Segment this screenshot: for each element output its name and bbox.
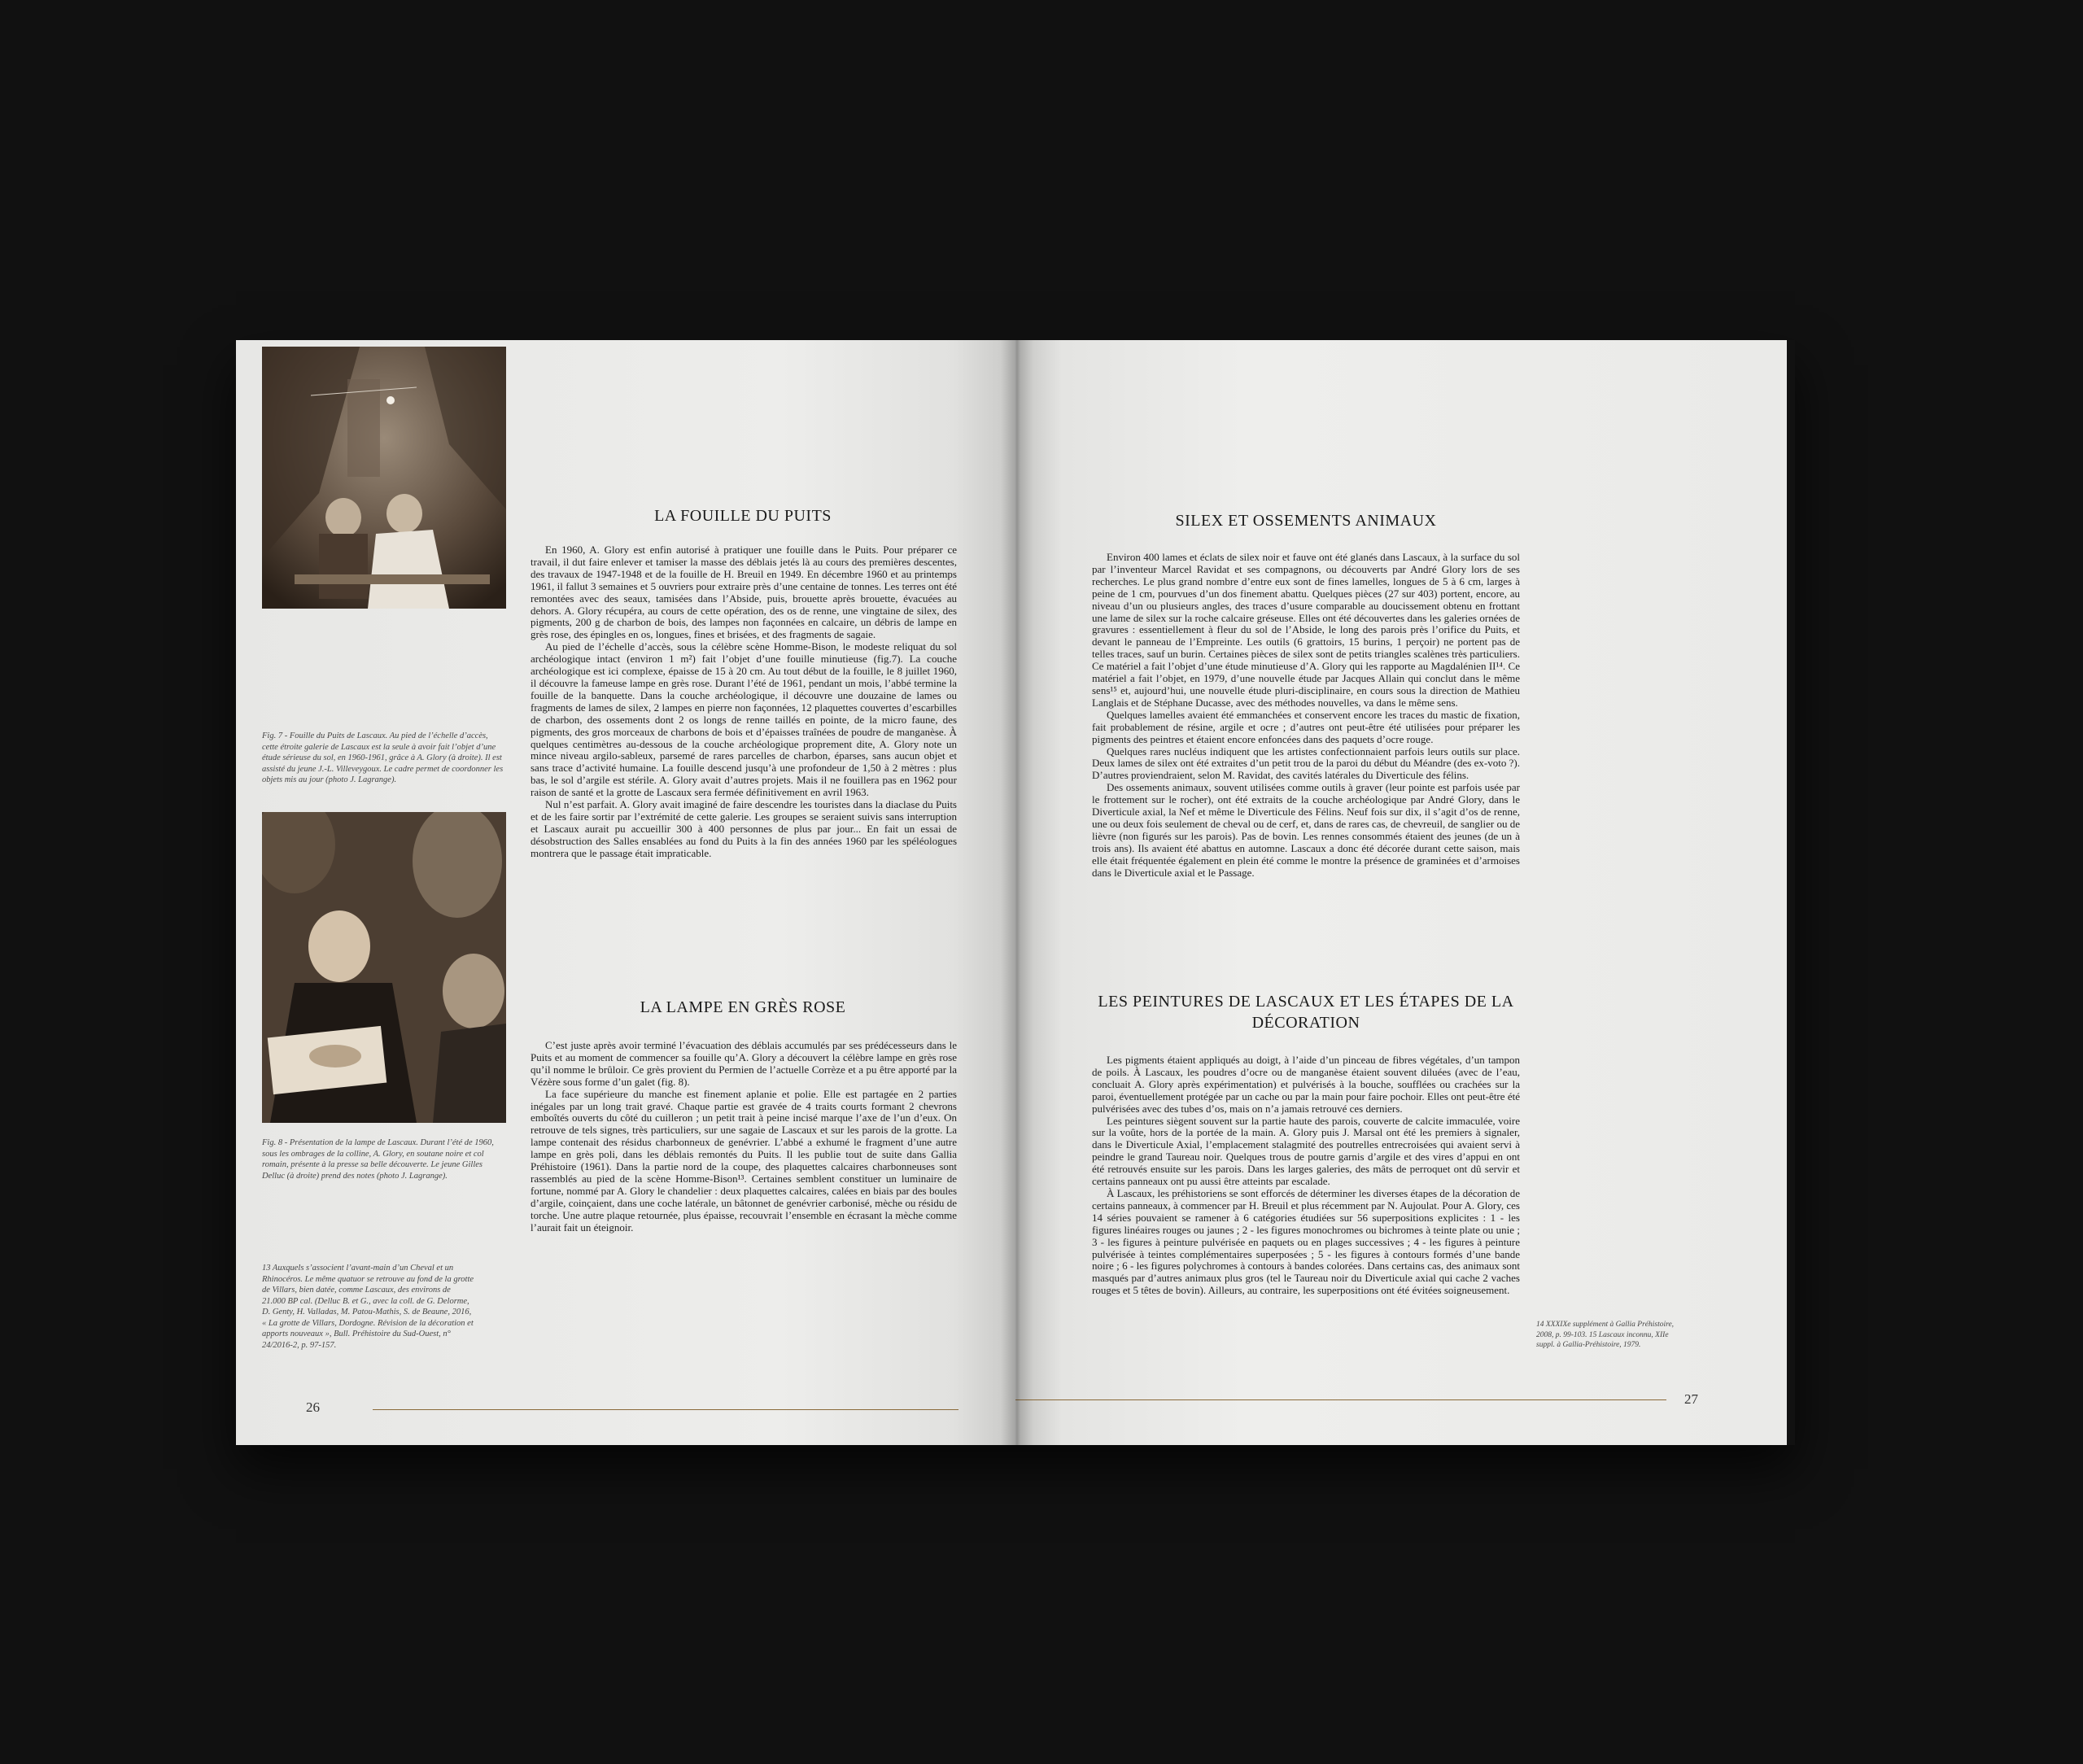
paragraph: C’est juste après avoir terminé l’évacuation des déblais accumulés par ses prédécesseurs dans le Puits et au moment de commencer sa fouille qu’A. Glory a découvert la célèbre lampe en grès rose qu’il nomme le brûloir. Ce grès provient du Permien de l’actuelle Corrèze et a pu être apporté par la Vézère sous forme d’un galet (fig. 8). (531, 1039, 957, 1088)
section-peintures-de-lascaux (1092, 1054, 1520, 1297)
spine-gutter (1001, 340, 1033, 1445)
photo-presentation (262, 812, 506, 1123)
photo-excavation (262, 347, 506, 609)
heading-lampe-en-gres-rose: LA LAMPE EN GRÈS ROSE (640, 998, 846, 1016)
right-footnote: 14 XXXIXe supplément à Gallia Préhistoire, 2008, p. 99-103. 15 Lascaux inconnu, XIIe suppl. à Gallia-Préhistoire, 1979. (1536, 1321, 1675, 1349)
page-number-left: 26 (306, 1399, 320, 1415)
photo-presentation-image (262, 812, 506, 1123)
paragraph: À Lascaux, les préhistoriens se sont efforcés de déterminer les diverses étapes de la décoration de certains panneaux, à commencer par H. Breuil et plus récemment par N. Aujoulat. Pour A. Glory, ces 14 séries pouvaient se ramener à 6 catégories étudiées sur 56 superpositions explicites : 1 - les figures linéaires rouges ou jaunes ; 2 - les figures monochromes ou bichromes à teinte plate ou unie ; 3 - les figures à peinture pulvérisée en paquets ou en plages successives ; 4 - les figures à peinture pulvérisée à teintes complémentaires superposées ; 5 - les figures à contours formés d’une bande noire ; 6 - les figures polychromes à contours à bandes colorées. Dans certains cas, des animaux sont masqués par d’autres animaux plus gros (tel le Taureau noir du Diverticule axial qui cache 2 vaches rouges et 5 têtes de bovin). Ailleurs, au contraire, les superpositions ont été évitées soigneusement. (1092, 1186, 1520, 1297)
paragraph: Au pied de l’échelle d’accès, sous la célèbre scène Homme-Bison, le modeste reliquat du sol archéologique intact (environ 1 m²) fait l’objet d’une fouille minutieuse (fig.7). La couche archéologique est ici complexe, épaisse de 15 à 20 cm. Au tout début de la fouille, le 8 juillet 1960, il découvre la fameuse lampe en grès rose. Durant l’été de 1961, pendant un mois, l’abbé termine la fouille de la banquette. Dans la couche archéologique, il découvre une douzaine de lames ou fragments de lames de silex, 2 lampes en pierre non façonnées, 12 plaquettes couvertes d’escarbilles de charbon, des ossements dont 2 os longs de renne taillés en pointe, de la micro faune, des pigments, des gros morceaux de charbons de bois et d’épaisses traînées de poudre de manganèse. À quelques centimètres au-dessous de la couche archéologique proprement dite, A. Glory note un mince niveau argilo-sableux, parsemé de rares parcelles de charbon, éparses, sans aucun objet et sans trace d’activité humaine. La fouille descend jusqu’à une profondeur de 1,50 à 2 mètres : plus bas, le sol d’argile est stérile. A. Glory avait d’autres projets. Mais il ne fouillera pas en 1962 pour raison de santé et la grotte de Lascaux sera fermée définitivement en avril 1963. (531, 640, 957, 799)
paragraph: Les peintures siègent souvent sur la partie haute des parois, couverte de calcite immaculée, voire sur la voûte, hors de la portée de la main. A. Glory puis J. Marsal ont été les premiers à signaler, dans le Diverticule Axial, l’emplacement stalagmité des poutrelles entrecroisées qui avaient servi à peindre le grand Taureau noir. Quelques trous de poutre garnis d’argile et des vires d’appui en ont été retrouvés ensuite sur les parois. Dans les larges galeries, des mâts de perroquet ont dû servir et certains panneaux ont pu aussi être atteints par escalade. (1092, 1114, 1520, 1188)
paragraph: En 1960, A. Glory est enfin autorisé à pratiquer une fouille dans le Puits. Pour préparer ce travail, il dut faire enlever et tamiser la masse des déblais jetés là au cours des premières descentes, des travaux de 1947-1948 et de la fouille de H. Breuil en 1949. En décembre 1960 et au printemps 1961, il fallut 3 semaines et 5 ouvriers pour extraire près d’une centaine de tonnes. Les terres ont été remontées avec des seaux, tamisées dans l’Abside, puis, brouette après brouette, évacuées au dehors. A. Glory récupéra, au cours de cette opération, des os de renne, une vingtaine de silex, des pigments, 200 g de charbon de bois, des lampes non façonnées en calcaire, un débris de lampe en grès rose, des épingles en os, longues, fines et brisées, et des fragments de sagaie. (531, 544, 957, 641)
section-silex-et-ossements (1092, 552, 1520, 879)
photo-excavation-caption: Fig. 7 - Fouille du Puits de Lascaux. Au pied de l’échelle d’accès, cette étroite galerie de Lascaux est la seule à avoir fait l’objet d’une étude sérieuse du sol, en 1960-1961, grâce à A. Glory (à droite). Il est assisté du jeune J.-L. Villeveygoux. Le cadre permet de coordonner les objets mis au jour (photo J. Lagrange). (262, 731, 504, 784)
paragraph: La face supérieure du manche est finement aplanie et polie. Elle est partagée en 2 parties inégales par un long trait gravé. Chaque partie est gravée de 4 traits courts formant 2 chevrons emboîtés ouverts du côté du cuilleron ; un petit trait à peine incisé marque l’axe de l’un d’eux. On retrouve de tels signes, très particuliers, sur une sagaie de Lascaux et sur les parois de la grotte. La lampe contenait des résidus charbonneux de genévrier. L’abbé a exhumé le fragment d’une autre lampe en grès poli, dans les déblais remontés du Puits. Il les publie tout de suite dans Gallia Préhistoire (1961). Dans la partie nord de la coupe, des plaquettes calcaires charbonneuses sont rassemblés au pied de la scène Homme-Bison¹³. Certaines semblent constituer un luminaire de fortune, nommé par A. Glory le chandelier : deux plaquettes calcaires, calées en biais par des boules d’argile, coinçaient, dans une coche latérale, un bâtonnet de genévrier carbonisé, mèche ou résidu de torche. Une autre plaque retournée, plus épaisse, recouvrait l’ensemble en écrasant la mèche comme l’aurait fait un éteignoir. (531, 1087, 957, 1233)
paragraph: Des ossements animaux, souvent utilisées comme outils à graver (leur pointe est parfois usée par le frottement sur le rocher), ont été extraits de la couche archéologique par André Glory, dans le Diverticule axial, la Nef et même le Diverticule des Félins. Neuf fois sur dix, il s’agit d’os de renne, une ou deux fois seulement de cheval ou de cerf, et, dans de rares cas, de chevreuil, de sanglier ou de lièvre (non figurés sur les parois). Pas de bovin. Les rennes consommés étaient des jeunes (de un à trois ans). Ils avaient été abattus en automne. Lascaux a donc été décorée durant cette saison, mais elle était fréquentée également en plein été comme le montre la présence de graminées et d’armoises dans le Diverticule axial et le Passage. (1092, 781, 1520, 879)
photo-excavation-image (262, 347, 506, 609)
footer-rule-right (1015, 1399, 1666, 1400)
paragraph: Les pigments étaient appliqués au doigt, à l’aide d’un pinceau de fibres végétales, d’un tampon de poils. À Lascaux, les poudres d’ocre ou de manganèse étaient souvent diluées (avec de l’eau, concluait A. Glory après expérimentation) et pulvérisés à la bouche, soufflées ou crachées sur la paroi, éventuellement protégée par un cache ou par la main pour faire pochoir. Elles ont peut-être été pulvérisées avec des tubes d’os, mais on n’a jamais retrouvé ces derniers. (1092, 1054, 1520, 1115)
page-number-right: 27 (1684, 1391, 1698, 1407)
paragraph: Quelques rares nucléus indiquent que les artistes confectionnaient parfois leurs outils sur place. Deux lames de silex ont été extraites d’un petit trou de la paroi du début du Méandre (des ex-voto ?). D’autres proviendraient, selon M. Ravidat, des cavités latérales du Diverticule des félins. (1092, 744, 1520, 782)
photo-presentation-caption: Fig. 8 - Présentation de la lampe de Lascaux. Durant l’été de 1960, sous les ombrages de la colline, A. Glory, en soutane noire et col romain, présente à la presse sa belle découverte. Le jeune Gilles Delluc (à droite) prend des notes (photo J. Lagrange). (262, 1138, 494, 1181)
left-page (236, 340, 1015, 1445)
heading-fouille-du-puits: LA FOUILLE DU PUITS (654, 507, 832, 525)
section-fouille-du-puits (531, 544, 957, 860)
section-lampe-en-gres-rose (531, 1040, 957, 1234)
left-footnote: 13 Auxquels s’associent l’avant-main d’un Cheval et un Rhinocéros. Le même quatuor se retrouve au fond de la grotte de Villars, bien datée, comme Lascaux, des environs de 21.000 BP cal. (Delluc B. et G., avec la coll. de G. Delorme, D. Genty, H. Valladas, M. Patou-Mathis, S. de Beaune, 2016, « La grotte de Villars, Dordogne. Révision de la décoration et apports nouveaux », Bull. Préhistoire du Sud-Ouest, n° 24/2016-2, p. 97-157. (262, 1264, 474, 1350)
footer-rule-left (373, 1409, 959, 1410)
heading-silex-et-ossements: SILEX ET OSSEMENTS ANIMAUX (1175, 512, 1437, 530)
paragraph: Quelques lamelles avaient été emmanchées et conservent encore les traces du mastic de fixation, fait probablement de résine, argile et ocre ; d’autres ont peut-être été utilisées pour préparer les pigments des peintres et étaient encore enfoncées dans des paquets d’ocre rouge. (1092, 708, 1520, 745)
paragraph: Nul n’est parfait. A. Glory avait imaginé de faire descendre les touristes dans la diaclase du Puits et de les faire sortir par l’extrémité de cette galerie. Les groupes se seraient suivis sans interruption et Lascaux aurait pu accueillir 300 à 400 personnes de plus par jour... En fait un essai de désobstruction des Salles ensablées au fond du Puits à la fin des années 1960 par les spéléologues montrera que le passage était impraticable. (531, 798, 957, 859)
paragraph: Environ 400 lames et éclats de silex noir et fauve ont été glanés dans Lascaux, à la surface du sol par l’inventeur Marcel Ravidat et ses compagnons, ou découverts par André Glory lors de ses recherches. Le plus grand nombre d’entre eux sont de fines lamelles, longues de 5 à 6 cm, larges à peine de 1 cm, pourvues d’un dos finement abattu. Quelques pièces (27 sur 403) portent, encore, au niveau d’un ou plusieurs angles, des traces d’usure comparable au doucissement obtenu en frottant une lame de silex sur la roche calcaire gréseuse. Elles ont été découvertes dans les galeries ornées de gravures : essentiellement à fleur du sol de l’Abside, le long des parois près l’orifice du Puits, et devant le panneau de l’Empreinte. Les outils (6 grattoirs, 15 burins, 1 perçoir) ne portent pas de telles traces, sauf un burin. Certaines pièces de silex sont de petits triangles scalènes très particuliers. Ce matériel a fait l’objet d’une étude minutieuse d’A. Glory qui les rapporte au Magdalénien II¹⁴. Ce matériel a fait l’objet, en 1979, d’une nouvelle étude par Jacques Allain qui conclut dans le même sens¹⁵ et, aujourd’hui, une nouvelle étude pluri-disciplinaire, en cours sous la direction de Mathieu Langlais et de Stéphane Ducasse, avec des méthodes nouvelles, va dans le même sens. (1092, 551, 1520, 709)
heading-peintures-de-lascaux: LES PEINTURES DE LASCAUX ET LES ÉTAPES DE LA DÉCORATION (1098, 993, 1514, 1032)
magazine-spread (236, 340, 1795, 1445)
right-page (1015, 340, 1787, 1445)
